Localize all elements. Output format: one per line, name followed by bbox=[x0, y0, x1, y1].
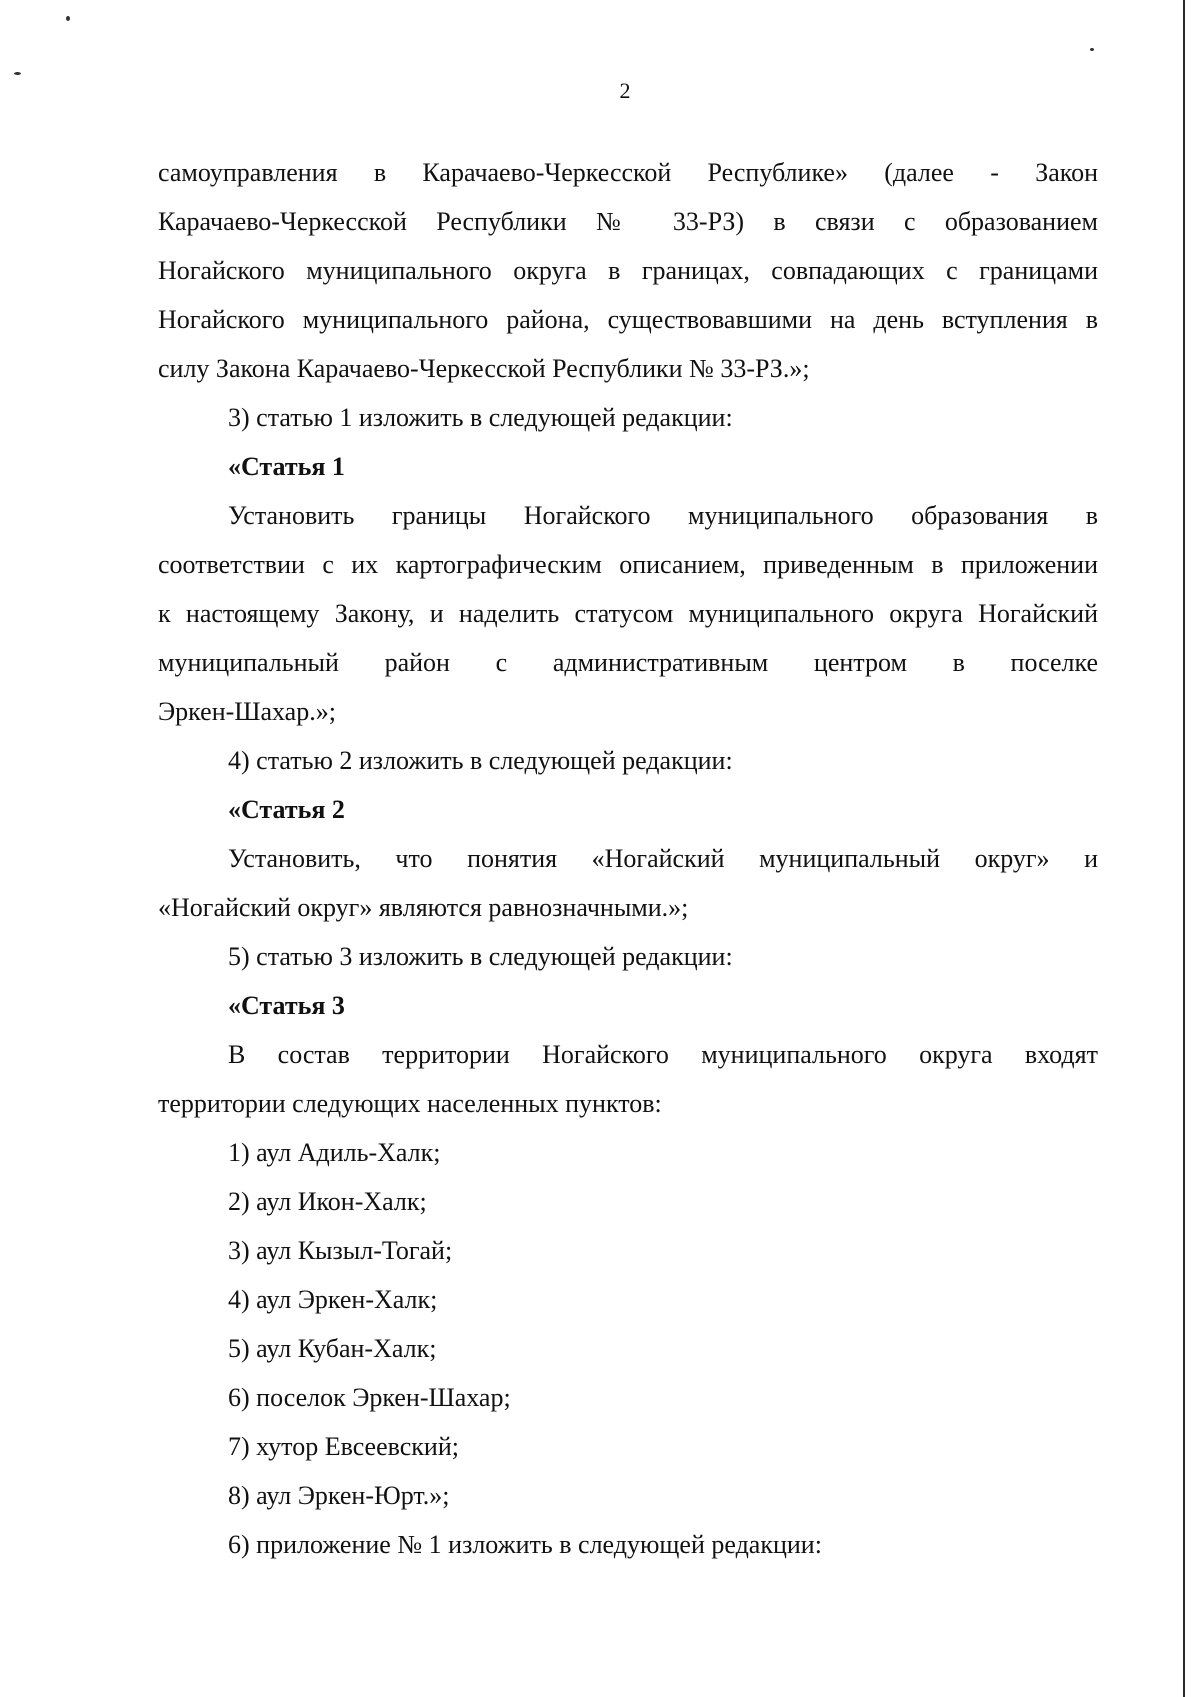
text-line: территории следующих населенных пунктов: bbox=[158, 1089, 662, 1118]
text-line: к настоящему Закону, и наделить статусом муниципального округа Ногайский bbox=[158, 599, 1098, 628]
text-line: Эркен-Шахар.»; bbox=[158, 697, 336, 726]
text-line: Карачаево-Черкесской Республики № 33-РЗ) в связи с образованием bbox=[158, 207, 1098, 236]
list-item: 3) аул Кызыл-Тогай; bbox=[228, 1236, 453, 1265]
page-number: 2 bbox=[619, 78, 631, 103]
list-item: 7) хутор Евсеевский; bbox=[228, 1432, 459, 1461]
list-item: 8) аул Эркен-Юрт.»; bbox=[228, 1481, 450, 1510]
list-item: 6) поселок Эркен-Шахар; bbox=[228, 1383, 511, 1412]
article-2-paragraph bbox=[158, 834, 1098, 932]
text-line: Установить границы Ногайского муниципального образования в bbox=[228, 501, 1098, 530]
text-line: силу Закона Карачаево-Черкесской Республики № 33-РЗ.»; bbox=[158, 354, 810, 383]
article-2-heading: «Статья 2 bbox=[228, 795, 345, 824]
article-3-paragraph bbox=[158, 1030, 1098, 1128]
scan-speck bbox=[14, 72, 21, 75]
text-line: самоуправления в Карачаево-Черкесской Республике» (далее - Закон bbox=[158, 158, 1098, 187]
text-line: Ногайского муниципального района, существовавшими на день вступления в bbox=[158, 305, 1098, 334]
text-line: В состав территории Ногайского муниципального округа входят bbox=[228, 1040, 1098, 1069]
text-line: Установить, что понятия «Ногайский муниципальный округ» и bbox=[228, 844, 1098, 873]
list-item: 5) аул Кубан-Халк; bbox=[228, 1334, 437, 1363]
document-body bbox=[158, 148, 1098, 1569]
scan-edge-line bbox=[1183, 0, 1185, 1697]
settlements-list bbox=[158, 1128, 1098, 1520]
text-line: «Ногайский округ» являются равнозначными.»; bbox=[158, 893, 689, 922]
intro-paragraph bbox=[158, 148, 1098, 393]
scan-speck bbox=[66, 16, 70, 21]
article-1-heading: «Статья 1 bbox=[228, 452, 345, 481]
article-1-paragraph bbox=[158, 491, 1098, 736]
amendment-item-4: 4) статью 2 изложить в следующей редакции: bbox=[228, 746, 733, 775]
list-item: 4) аул Эркен-Халк; bbox=[228, 1285, 438, 1314]
article-3-heading: «Статья 3 bbox=[228, 991, 345, 1020]
list-item: 1) аул Адиль-Халк; bbox=[228, 1138, 441, 1167]
text-line: Ногайского муниципального округа в границах, совпадающих с границами bbox=[158, 256, 1098, 285]
text-line: соответствии с их картографическим описанием, приведенным в приложении bbox=[158, 550, 1098, 579]
amendment-item-3: 3) статью 1 изложить в следующей редакции: bbox=[228, 403, 733, 432]
text-line: муниципальный район с административным центром в поселке bbox=[158, 648, 1098, 677]
scan-speck bbox=[1090, 48, 1094, 51]
amendment-item-5: 5) статью 3 изложить в следующей редакции: bbox=[228, 942, 733, 971]
amendment-item-6: 6) приложение № 1 изложить в следующей редакции: bbox=[228, 1530, 822, 1559]
list-item: 2) аул Икон-Халк; bbox=[228, 1187, 427, 1216]
